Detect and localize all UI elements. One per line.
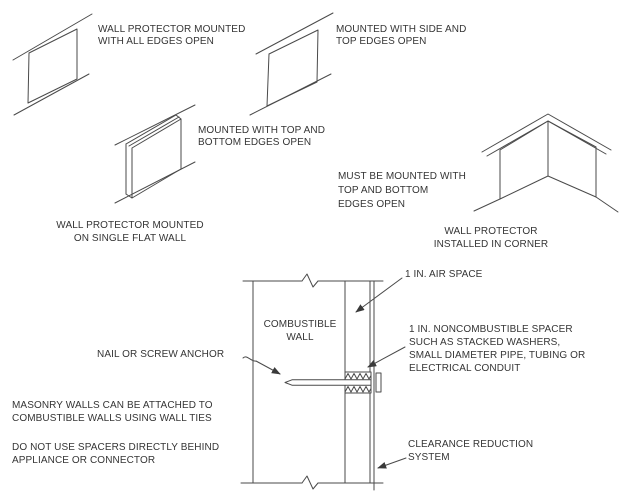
label-nail-anchor [97, 348, 224, 361]
wall-protector-panel [267, 30, 318, 106]
wall-edge-line [13, 14, 92, 60]
label-line: MOUNTED WITH TOP AND [198, 125, 326, 136]
corner-panel-edge [500, 176, 548, 199]
panel-thickness-line [126, 115, 176, 144]
wall-edge-line [474, 199, 500, 211]
label-line: SYSTEM [408, 452, 450, 463]
label-air-space [405, 268, 482, 281]
panel-thickness-line [129, 117, 179, 146]
wall-edge-line [14, 74, 89, 115]
spacer-block [345, 385, 371, 393]
label-clearance-reduction [408, 438, 533, 464]
break-symbol [302, 274, 318, 287]
label-line: TOP EDGES OPEN [336, 36, 427, 47]
caption-line: INSTALLED IN CORNER [433, 239, 549, 250]
corner-panel-edge [548, 176, 596, 197]
wall-edge-line [596, 197, 618, 212]
wall-edge-line [256, 13, 333, 54]
label-corner-mounting [338, 170, 466, 212]
nail [285, 380, 371, 385]
corner-panel-edge [548, 121, 596, 147]
corner-panel-edge [500, 121, 548, 150]
label-line: BOTTOM EDGES OPEN [198, 137, 312, 148]
wall-protector-panel [28, 29, 77, 103]
diagram-corner [474, 114, 618, 212]
label-side-top-open [336, 24, 466, 48]
note-line: COMBUSTIBLE WALLS USING WALL TIES [12, 413, 212, 424]
label-line: ELECTRICAL CONDUIT [409, 363, 521, 374]
caption-corner-install [411, 225, 571, 251]
label-line: EDGES OPEN [338, 199, 406, 210]
label-line: 1 IN. NONCOMBUSTIBLE SPACER [409, 324, 573, 335]
wall-protector-panel [132, 119, 181, 198]
label-line: NAIL OR SCREW ANCHOR [97, 349, 225, 360]
note-line: APPLIANCE OR CONNECTOR [12, 455, 156, 466]
diagram-all-edges-open [13, 14, 92, 115]
label-top-bottom-open [198, 125, 325, 149]
leader-arrow-nail [243, 357, 280, 374]
label-line: CLEARANCE REDUCTION [408, 439, 534, 450]
wall-edge-line [115, 162, 195, 203]
section-detail [241, 274, 406, 490]
note-no-spacers-behind [12, 441, 219, 467]
label-line: 1 IN. AIR SPACE [405, 269, 483, 280]
note-line: DO NOT USE SPACERS DIRECTLY BEHIND [12, 442, 220, 453]
diagram-side-top-open [250, 13, 333, 115]
diagram-top-bottom-open [115, 105, 195, 203]
label-line: WITH ALL EDGES OPEN [98, 36, 215, 47]
caption-line: ON SINGLE FLAT WALL [73, 233, 187, 244]
anchor-head [376, 373, 381, 392]
label-line: MUST BE MOUNTED WITH [338, 171, 466, 182]
label-line: WALL PROTECTOR MOUNTED [98, 24, 246, 35]
break-symbol [302, 476, 318, 489]
spacer-block [345, 372, 371, 380]
label-noncombustible-spacer [409, 323, 585, 375]
wall-edge-line [115, 105, 195, 145]
note-masonry-walls [12, 399, 213, 425]
label-line: SMALL DIAMETER PIPE, TUBING OR [409, 350, 586, 361]
label-line: COMBUSTIBLE [263, 319, 337, 330]
label-line: WALL [286, 332, 314, 343]
label-combustible-wall [254, 318, 346, 344]
label-all-edges-open [98, 24, 245, 48]
label-line: MOUNTED WITH SIDE AND [336, 24, 467, 35]
caption-single-flat-wall [30, 219, 230, 245]
note-line: MASONRY WALLS CAN BE ATTACHED TO [12, 400, 213, 411]
label-line: TOP AND BOTTOM [338, 185, 429, 196]
label-line: SUCH AS STACKED WASHERS, [409, 337, 561, 348]
caption-line: WALL PROTECTOR [444, 226, 538, 237]
leader-arrow-clearance [378, 458, 406, 468]
caption-line: WALL PROTECTOR MOUNTED [56, 220, 204, 231]
leader-arrow-air-space [356, 278, 402, 312]
